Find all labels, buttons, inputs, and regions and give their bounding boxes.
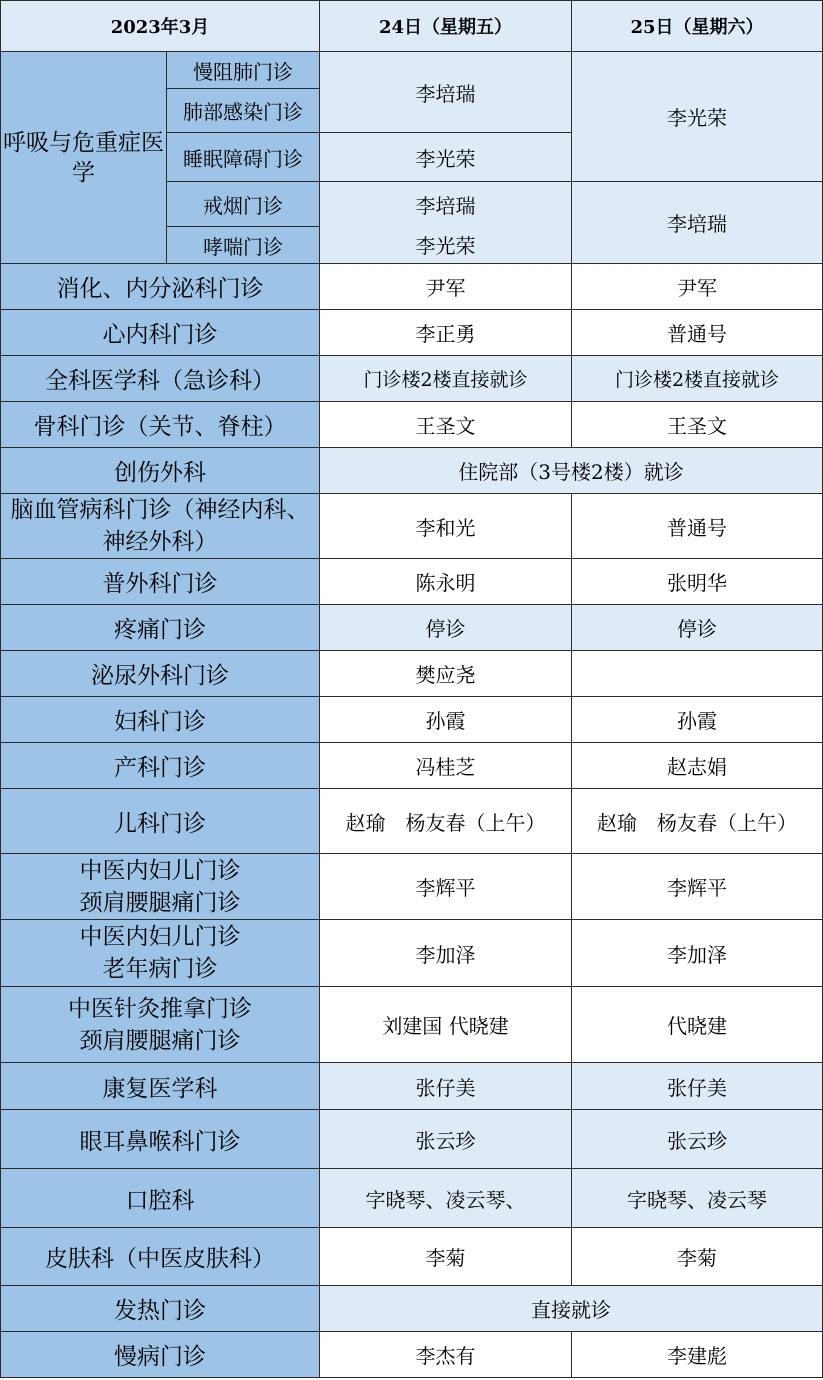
day1-doctor: 尹军 <box>320 264 572 310</box>
dept-name: 全科医学科（急诊科） <box>1 356 320 402</box>
dept-name: 皮肤科（中医皮肤科） <box>1 1228 320 1286</box>
sub-dept-asthma: 哮喘门诊 <box>167 227 320 264</box>
day2-doctor: 普通号 <box>572 310 823 356</box>
day1-doctor: 张云珍 <box>320 1110 572 1169</box>
day1-doctor: 李和光 <box>320 494 572 559</box>
dept-name: 慢病门诊 <box>1 1332 320 1378</box>
resp-day1-b: 李光荣 <box>320 133 572 182</box>
dept-name: 口腔科 <box>1 1169 320 1228</box>
dept-name: 儿科门诊 <box>1 789 320 854</box>
dept-name-two-line <box>1 854 320 920</box>
day2-doctor: 李加泽 <box>572 920 823 987</box>
day1-doctor: 孙霞 <box>320 697 572 743</box>
both-days-note: 直接就诊 <box>320 1286 823 1332</box>
dept-name: 创伤外科 <box>1 448 320 494</box>
table-row <box>1 1169 823 1228</box>
day1-doctor: 李辉平 <box>320 854 572 920</box>
sub-dept-copd: 慢阻肺门诊 <box>167 52 320 89</box>
table-row <box>1 1228 823 1286</box>
day1-doctor: 门诊楼2楼直接就诊 <box>320 356 572 402</box>
day2-doctor: 张云珍 <box>572 1110 823 1169</box>
resp-day2-b: 李培瑞 <box>572 182 823 264</box>
dept-line1: 中医针灸推拿门诊 <box>68 995 252 1022</box>
dept-name-two-line <box>1 920 320 987</box>
header-row <box>1 1 823 52</box>
day1-doctor: 樊应尧 <box>320 651 572 697</box>
dept-line1: 中医内妇儿门诊 <box>79 924 241 950</box>
table-row <box>1 1110 823 1169</box>
day1-doctor: 赵瑜 杨友春（上午） <box>320 789 572 854</box>
table-row <box>1 1332 823 1378</box>
dept-line2: 老年病门诊 <box>102 956 218 982</box>
sub-dept-sleep: 睡眠障碍门诊 <box>167 133 320 182</box>
day1-doctor: 刘建国 代晓建 <box>320 987 572 1063</box>
table-row <box>1 743 823 789</box>
sub-dept-lung-infection: 肺部感染门诊 <box>167 89 320 133</box>
dept-name: 疼痛门诊 <box>1 605 320 651</box>
day2-doctor: 停诊 <box>572 605 823 651</box>
table-row <box>1 1063 823 1110</box>
day1-doctor: 李加泽 <box>320 920 572 987</box>
dept-name: 产科门诊 <box>1 743 320 789</box>
table-row <box>1 987 823 1063</box>
day1-doctor: 王圣文 <box>320 402 572 448</box>
day2-header: 25日（星期六） <box>572 1 823 52</box>
resp-day1-a: 李培瑞 <box>320 52 572 133</box>
day2-doctor: 李建彪 <box>572 1332 823 1378</box>
dept-name: 泌尿外科门诊 <box>1 651 320 697</box>
day1-doctor: 陈永明 <box>320 559 572 605</box>
day2-doctor <box>572 651 823 697</box>
table-row <box>1 854 823 920</box>
table-row <box>1 448 823 494</box>
day1-doctor: 李菊 <box>320 1228 572 1286</box>
both-days-note: 住院部（3号楼2楼）就诊 <box>320 448 823 494</box>
day1-doctor: 张仔美 <box>320 1063 572 1110</box>
day2-doctor: 字晓琴、凌云琴 <box>572 1169 823 1228</box>
day2-doctor: 李菊 <box>572 1228 823 1286</box>
dept-name: 发热门诊 <box>1 1286 320 1332</box>
day2-doctor: 李辉平 <box>572 854 823 920</box>
table-row <box>1 356 823 402</box>
day2-doctor: 尹军 <box>572 264 823 310</box>
day2-doctor: 王圣文 <box>572 402 823 448</box>
dept-respiratory: 呼吸与危重症医学 <box>1 52 167 264</box>
day1-doctor: 李正勇 <box>320 310 572 356</box>
dept-name: 眼耳鼻喉科门诊 <box>1 1110 320 1169</box>
table-row <box>1 651 823 697</box>
table-row <box>1 52 823 89</box>
table-row <box>1 264 823 310</box>
day2-doctor: 张仔美 <box>572 1063 823 1110</box>
day2-doctor: 张明华 <box>572 559 823 605</box>
dept-name: 脑血管病科门诊（神经内科、神经外科） <box>1 494 320 559</box>
resp-day1-c: 李培瑞 <box>320 182 572 227</box>
dept-name: 骨科门诊（关节、脊柱） <box>1 402 320 448</box>
day1-doctor: 字晓琴、凌云琴、 <box>320 1169 572 1228</box>
sub-dept-smoking: 戒烟门诊 <box>167 182 320 227</box>
day2-doctor: 普通号 <box>572 494 823 559</box>
table-row <box>1 1286 823 1332</box>
table-row <box>1 789 823 854</box>
table-row <box>1 559 823 605</box>
table-row <box>1 310 823 356</box>
dept-name: 普外科门诊 <box>1 559 320 605</box>
resp-day2-a: 李光荣 <box>572 52 823 182</box>
day1-doctor: 停诊 <box>320 605 572 651</box>
day1-doctor: 冯桂芝 <box>320 743 572 789</box>
day1-doctor: 李杰有 <box>320 1332 572 1378</box>
table-row <box>1 920 823 987</box>
dept-line1: 中医内妇儿门诊 <box>79 857 241 884</box>
table-row <box>1 605 823 651</box>
day2-doctor: 赵志娟 <box>572 743 823 789</box>
table-row <box>1 697 823 743</box>
day2-doctor: 代晓建 <box>572 987 823 1063</box>
dept-name: 心内科门诊 <box>1 310 320 356</box>
dept-name: 妇科门诊 <box>1 697 320 743</box>
day1-header: 24日（星期五） <box>320 1 572 52</box>
day2-doctor: 赵瑜 杨友春（上午） <box>572 789 823 854</box>
dept-name: 消化、内分泌科门诊 <box>1 264 320 310</box>
dept-line2: 颈肩腰腿痛门诊 <box>79 1027 241 1054</box>
dept-line2: 颈肩腰腿痛门诊 <box>79 889 241 916</box>
day2-doctor: 孙霞 <box>572 697 823 743</box>
day2-doctor: 门诊楼2楼直接就诊 <box>572 356 823 402</box>
dept-name-two-line <box>1 987 320 1063</box>
resp-day1-d: 李光荣 <box>320 227 572 264</box>
month-header: 2023年3月 <box>1 1 320 52</box>
table-row <box>1 402 823 448</box>
dept-name: 康复医学科 <box>1 1063 320 1110</box>
table-row <box>1 494 823 559</box>
